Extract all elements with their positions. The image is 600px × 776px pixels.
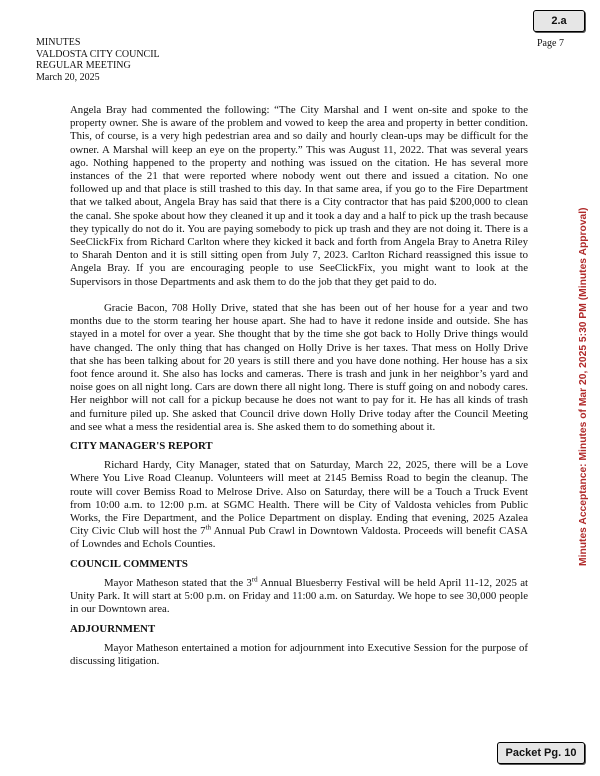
council-text-1: Mayor Matheson stated that the 3 (104, 576, 252, 589)
header-council: VALDOSTA CITY COUNCIL (36, 48, 160, 60)
minutes-acceptance-note: Minutes Acceptance: Minutes of Mar 20, 2025 5:30 PM (Minutes Approval) (578, 207, 589, 566)
city-manager-text-2: Annual Pub Crawl in Downtown Valdosta. Proceeds will benefit CASA of Lowndes and Echols Counties. (70, 525, 528, 551)
heading-council-comments: COUNCIL COMMENTS (70, 557, 188, 570)
paragraph-council-comments (70, 577, 528, 617)
header-meeting: REGULAR MEETING (36, 60, 131, 71)
paragraph-gracie-bacon: Gracie Bacon, 708 Holly Drive, stated that she has been out of her house for a year and two months due to the storm tearing her house apart. She had to have it redone inside and outside. She has stayed in a motel for over a year. She thought that by the time she got back to Holly Drive things would have changed. The only thing that has changed on Holly Drive is her taxes. That mess on Holly Drive that she has been talking about for 20 years is still there and you have done nothing. Her house has a six foot fence around it. She also has locks and cameras. There is trash and junk in her neighbor’s yard and noise goes on all night long. Cars are down there all night long. There is stuff going on and nobody cares. Her neighbor will not call for a pickup because he does not want to pay for it. He has all kinds of trash and furniture piled up. She asked that Council drive down Holly Drive today after the Council Meeting and see what a mess the residential area is. She asked them to do something about it. (70, 302, 528, 433)
packet-page-badge: Packet Pg. 10 (497, 742, 585, 764)
paragraph-adjournment: Mayor Matheson entertained a motion for adjournment into Executive Session for the purpose of discussing litigation. (70, 641, 528, 667)
city-manager-text-1: Richard Hardy, City Manager, stated that on Saturday, March 22, 2025, there will be a Love Where You Live Road Cleanup. Volunteers will meet at 2145 Bemiss Road to begin the cleanup. The route will cover Bemiss Road to Melrose Drive. Also on Saturday, there will be a Touch a Truck Event from 10:00 a.m. to 12:00 p.m. at SGMC Health. There will be City of Valdosta vehicles from Public Works, the Fire Department, and the Police Department on display. Ending that evening, 2025 Azalea City Civic Club will host the 7 (70, 459, 528, 538)
ordinal-suffix-rd: rd (251, 575, 258, 584)
minutes-body (70, 104, 528, 681)
heading-adjournment: ADJOURNMENT (70, 622, 156, 635)
council-text-2: Annual Bluesberry Festival will be held April 11-12, 2025 at Unity Park. It will start at 5:00 p.m. on Friday and 11:00 a.m. on Saturday. We hope to see 30,000 people in our Downtown area. (70, 576, 529, 616)
header-minutes: MINUTES (36, 37, 81, 48)
heading-city-manager-report: CITY MANAGER'S REPORT (70, 440, 213, 453)
page-number: Page 7 (537, 38, 564, 49)
paragraph-angela-bray: Angela Bray had commented the following: “The City Marshal and I went on-site and spoke to the property owner. She is aware of the problem and vowed to keep the area and property in better condition. This, of course, is a very high pedestrian area and so daily and hourly clean-ups may be difficult for the owner. A Marshal will keep an eye on the property.” This was August 11, 2022. That was several years ago. Nothing happened to the property and nothing was issued on the citation. He has several more instances of the 21 that were reported where nobody went out there and issued a citation. No one followed up and that place is still trashed to this day. In that same area, if you go to the Fire Department that we talked about, Angela Bray has said that there is a City contractor that has paid $200,000 to clean the canal. She spoke about how they cleaned it up and it took a day and a half to pick up the trash because they typically do not do it. You are paying somebody to pick up trash and they are not doing it. There is a SeeClickFix from Richard Carlton where they kicked it back and forth from Angela Bray to Anetra Riley to Sharah Denton and it is still sitting open from July 7, 2023. Carlton Richard reassigned this issue to Angela Bray. If you are encouraging people to use SeeClickFix, you might want to look at the Supervisors in those Departments and ask them to do the job that they get paid to do. (70, 104, 528, 288)
document-header (36, 37, 160, 83)
paragraph-city-manager (70, 459, 528, 551)
ordinal-suffix-th: th (205, 523, 212, 532)
header-date: March 20, 2025 (36, 71, 100, 83)
attachment-tag: 2.a (533, 10, 585, 32)
